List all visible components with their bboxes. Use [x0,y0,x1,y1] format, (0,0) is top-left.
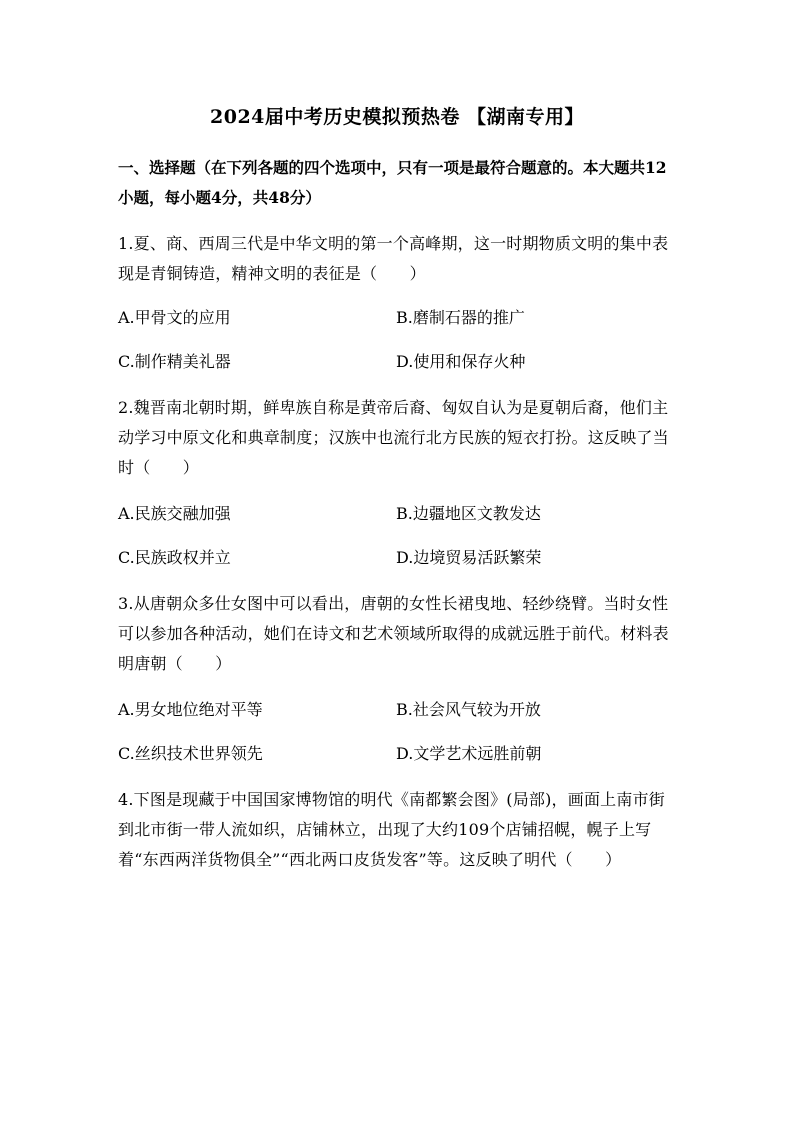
option-a[interactable]: A.甲骨文的应用 [118,308,231,327]
question-2-options [118,499,680,587]
option-c[interactable]: C.制作精美礼器 [118,352,231,371]
exam-title: 2024届中考历史模拟预热卷 【湖南专用】 [210,106,584,128]
option-d[interactable]: D.使用和保存火种 [396,352,526,371]
option-row [118,695,680,725]
question-3-stem: 3.从唐朝众多仕女图中可以看出，唐朝的女性长裙曳地、轻纱绕臂。当时女性可以参加各种活动，她们在诗文和艺术领域所取得的成就远胜于前代。材料表明唐朝（ ） [118,594,669,673]
question-1-options [118,303,680,391]
option-b[interactable]: B.边疆地区文教发达 [396,504,541,523]
option-c[interactable]: C.丝织技术世界领先 [118,744,263,763]
option-row [118,739,680,769]
option-a[interactable]: A.男女地位绝对平等 [118,700,263,719]
question-2-stem: 2.魏晋南北朝时期，鲜卑族自称是黄帝后裔、匈奴自认为是夏朝后裔，他们主动学习中原文化和典章制度；汉族中也流行北方民族的短衣打扮。这反映了当时（ ） [118,398,669,477]
option-row [118,303,680,333]
option-b[interactable]: B.社会风气较为开放 [396,700,541,719]
question-4-stem: 4.下图是现藏于中国国家博物馆的明代《南都繁会图》(局部)，画面上南市街到北市街一带人流如织，店铺林立，出现了大约109个店铺招幌，幌子上写着“东西两洋货物俱全”“西北两口皮货发客”等。这反映了明代（ ） [118,790,665,869]
option-d[interactable]: D.边境贸易活跃繁荣 [396,548,542,567]
option-b[interactable]: B.磨制石器的推广 [396,308,525,327]
question-3-options [118,695,680,783]
option-a[interactable]: A.民族交融加强 [118,504,231,523]
option-row [118,499,680,529]
option-c[interactable]: C.民族政权并立 [118,548,231,567]
option-row [118,543,680,573]
option-row [118,347,680,377]
question-1-stem: 1.夏、商、西周三代是中华文明的第一个高峰期，这一时期物质文明的集中表现是青铜铸造，精神文明的表征是（ ） [118,234,669,283]
option-d[interactable]: D.文学艺术远胜前朝 [396,744,542,763]
section-heading: 一、选择题（在下列各题的四个选项中，只有一项是最符合题意的。本大题共12小题，每小题4分，共48分） [118,158,667,207]
